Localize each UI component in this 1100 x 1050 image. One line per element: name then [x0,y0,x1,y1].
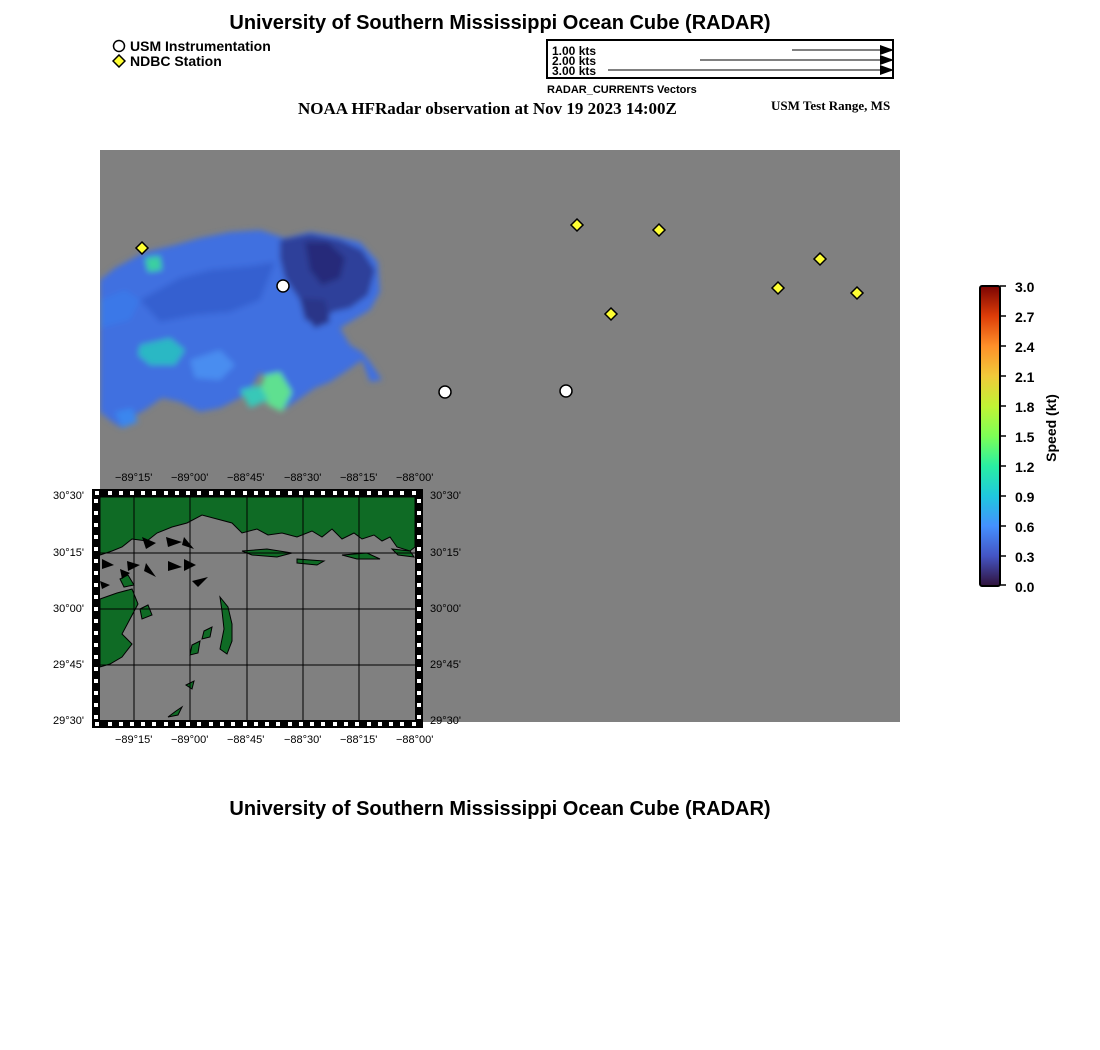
lon-tick-bottom: −88°30' [284,734,322,746]
lon-tick-bottom: −89°15' [115,734,153,746]
vector-label-3: 3.00 kts [552,64,597,78]
vector-legend-caption: RADAR_CURRENTS Vectors [547,84,697,96]
usm-marker-icon[interactable] [277,280,289,292]
legend-usm-label: USM Instrumentation [130,38,271,54]
colorbar-tick: 1.8 [1015,399,1035,415]
lon-tick-top: −89°00' [171,472,209,484]
range-label: USM Test Range, MS [771,98,891,113]
lat-tick-right: 29°45' [430,659,461,671]
plot-title: University of Southern Mississippi Ocean Cube (RADAR) [229,12,771,34]
colorbar-tick: 3.0 [1015,279,1035,295]
lon-tick-bottom: −89°00' [171,734,209,746]
legend-ndbc-label: NDBC Station [130,53,222,69]
colorbar-tick: 1.2 [1015,459,1035,475]
colorbar-tick: 1.5 [1015,429,1035,445]
lat-tick-right: 30°15' [430,547,461,559]
usm-marker-icon[interactable] [439,386,451,398]
vector-legend [546,39,894,79]
lon-tick-top: −88°00' [396,472,434,484]
lon-tick-bottom: −88°15' [340,734,378,746]
lat-tick-right: 30°30' [430,490,461,502]
usm-marker-icon [112,39,126,53]
lat-tick-left: 30°30' [53,490,84,502]
colorbar-tick: 2.4 [1015,339,1035,355]
usm-marker-icon[interactable] [560,385,572,397]
legend-usm [112,38,271,54]
footer-title: University of Southern Mississippi Ocean Cube (RADAR) [229,798,771,820]
speed-colorbar [978,284,1006,588]
colorbar-tick: 0.9 [1015,489,1035,505]
lat-tick-left: 29°45' [53,659,84,671]
inset-map[interactable] [92,489,423,728]
lon-tick-top: −88°15' [340,472,378,484]
lat-tick-right: 30°00' [430,603,461,615]
lat-tick-left: 30°00' [53,603,84,615]
lat-tick-left: 29°30' [53,715,84,727]
lon-tick-top: −88°45' [227,472,265,484]
colorbar-tick: 0.3 [1015,549,1035,565]
colorbar-tick: 0.0 [1015,579,1035,595]
lon-tick-top: −89°15' [115,472,153,484]
colorbar-tick: 0.6 [1015,519,1035,535]
vector-label-1: 1.00 kts [552,44,597,58]
colorbar-tick: 2.7 [1015,309,1035,325]
vector-label-2: 2.00 kts [552,54,597,68]
lon-tick-bottom: −88°45' [227,734,265,746]
lon-tick-bottom: −88°00' [396,734,434,746]
observation-subtitle: NOAA HFRadar observation at Nov 19 2023 14:00Z [298,99,677,118]
colorbar-label: Speed (kt) [1043,394,1059,462]
lon-tick-top: −88°30' [284,472,322,484]
lat-tick-left: 30°15' [53,547,84,559]
vector-arrows [548,41,892,77]
colorbar-tick: 2.1 [1015,369,1035,385]
lat-tick-right: 29°30' [430,715,461,727]
ndbc-marker-icon [112,54,126,68]
legend-ndbc [112,53,222,69]
